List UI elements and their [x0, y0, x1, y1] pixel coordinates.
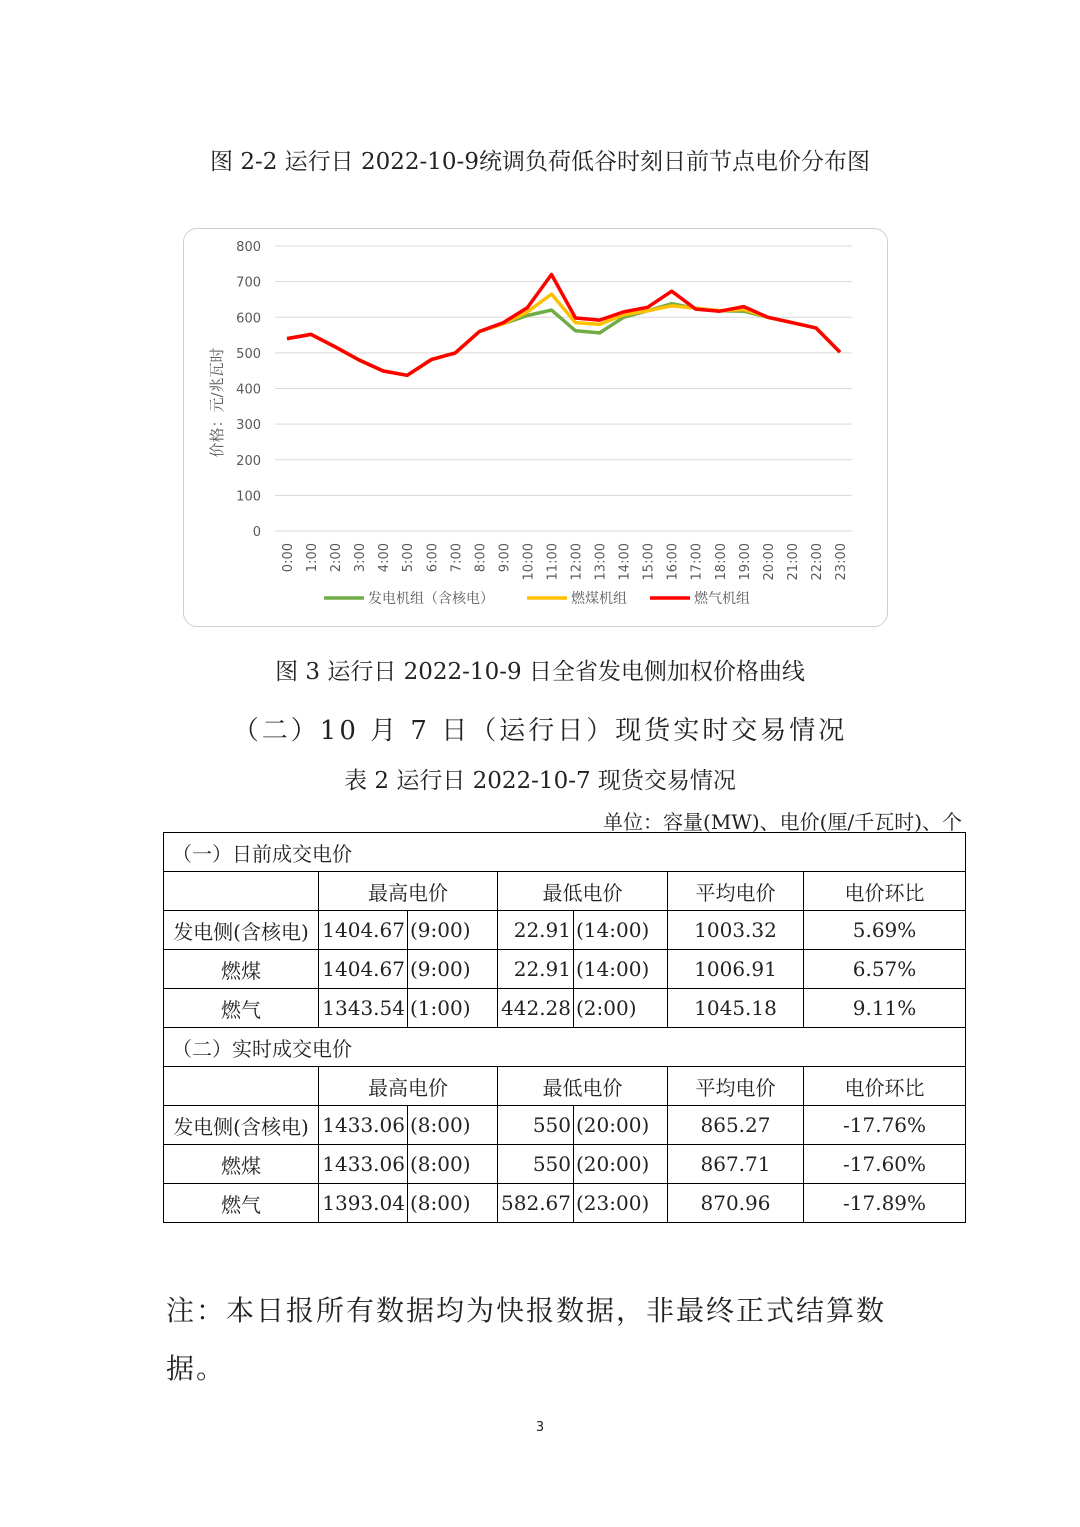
max-price: 1393.04 — [319, 1184, 408, 1223]
max-price: 1433.06 — [319, 1106, 408, 1145]
min-price: 442.28 — [498, 989, 574, 1028]
max-price: 1404.67 — [319, 911, 408, 950]
x-tick-label: 16:00 — [665, 543, 681, 581]
chart-svg — [184, 229, 887, 626]
x-tick-label: 6:00 — [425, 543, 441, 573]
x-tick-label: 23:00 — [833, 543, 849, 581]
row-name: 燃气 — [164, 1184, 319, 1223]
note-line-1: 注：本日报所有数据均为快报数据，非最终正式结算数 — [166, 1294, 887, 1327]
x-tick-label: 3:00 — [353, 543, 369, 573]
max-price-time: (8:00) — [408, 1106, 498, 1145]
header-cell-avg: 平均电价 — [668, 872, 804, 911]
price-ratio: -17.89% — [804, 1184, 966, 1223]
price-ratio: -17.76% — [804, 1106, 966, 1145]
row-name: 燃气 — [164, 989, 319, 1028]
min-price-time: (2:00) — [574, 989, 668, 1028]
x-tick-label: 8:00 — [473, 543, 489, 573]
table-row — [164, 1184, 966, 1223]
figure-caption-top: 图 2-2 运行日 2022-10-9统调负荷低谷时刻日前节点电价分布图 — [210, 149, 870, 175]
page-number: 3 — [535, 1420, 545, 1435]
table-section-row — [164, 1028, 966, 1067]
header-cell-ratio: 电价环比 — [804, 1067, 966, 1106]
table-caption: 表 2 运行日 2022-10-7 现货交易情况 — [344, 768, 736, 794]
table-row — [164, 911, 966, 950]
min-price-time: (14:00) — [574, 911, 668, 950]
x-tick-label: 18:00 — [713, 543, 729, 581]
x-tick-label: 13:00 — [593, 543, 609, 581]
x-tick-label: 5:00 — [401, 543, 417, 573]
note-line-2: 据。 — [166, 1352, 227, 1385]
header-cell-min: 最低电价 — [498, 872, 668, 911]
min-price-time: (23:00) — [574, 1184, 668, 1223]
price-ratio: 5.69% — [804, 911, 966, 950]
max-price-time: (8:00) — [408, 1184, 498, 1223]
x-tick-label: 22:00 — [809, 543, 825, 581]
table-row — [164, 1145, 966, 1184]
y-tick-label: 800 — [236, 240, 261, 255]
section-heading: （二）10 月 7 日（运行日）现货实时交易情况 — [232, 716, 848, 746]
y-tick-label: 0 — [252, 525, 261, 540]
max-price: 1404.67 — [319, 950, 408, 989]
avg-price: 865.27 — [668, 1106, 804, 1145]
y-tick-label: 600 — [236, 311, 261, 327]
y-axis-label: 价格：元/兆瓦时 — [208, 347, 226, 458]
price-ratio: -17.60% — [804, 1145, 966, 1184]
price-ratio: 6.57% — [804, 950, 966, 989]
avg-price: 1006.91 — [668, 950, 804, 989]
trade-table — [163, 832, 966, 1223]
x-tick-label: 20:00 — [761, 543, 777, 581]
header-cell-max: 最高电价 — [319, 1067, 498, 1106]
avg-price: 1003.32 — [668, 911, 804, 950]
section-day-ahead: （一）日前成交电价 — [164, 833, 966, 872]
y-tick-label: 200 — [236, 453, 261, 469]
x-tick-label: 14:00 — [617, 543, 633, 581]
table-header-row — [164, 1067, 966, 1106]
table-header-row — [164, 872, 966, 911]
section-real-time: （二）实时成交电价 — [164, 1028, 966, 1067]
min-price: 550 — [498, 1145, 574, 1184]
x-tick-label: 1:00 — [305, 543, 321, 573]
table-row — [164, 989, 966, 1028]
header-cell-empty — [164, 872, 319, 911]
y-tick-label: 400 — [236, 382, 261, 398]
header-cell-min: 最低电价 — [498, 1067, 668, 1106]
min-price-time: (20:00) — [574, 1106, 668, 1145]
table-row — [164, 1106, 966, 1145]
row-name: 燃煤 — [164, 950, 319, 989]
table-row — [164, 950, 966, 989]
avg-price: 867.71 — [668, 1145, 804, 1184]
x-tick-label: 0:00 — [281, 543, 297, 573]
max-price: 1343.54 — [319, 989, 408, 1028]
min-price: 22.91 — [498, 911, 574, 950]
x-tick-label: 11:00 — [545, 543, 561, 581]
x-tick-label: 12:00 — [569, 543, 585, 581]
header-cell-max: 最高电价 — [319, 872, 498, 911]
table-section-row — [164, 833, 966, 872]
row-name: 燃煤 — [164, 1145, 319, 1184]
header-cell-empty — [164, 1067, 319, 1106]
y-tick-label: 500 — [236, 346, 261, 362]
max-price-time: (9:00) — [408, 911, 498, 950]
max-price-time: (8:00) — [408, 1145, 498, 1184]
legend-label-0: 发电机组（含核电） — [368, 591, 494, 607]
y-tick-label: 300 — [236, 418, 261, 434]
x-tick-label: 19:00 — [737, 543, 753, 581]
max-price: 1433.06 — [319, 1145, 408, 1184]
header-cell-ratio: 电价环比 — [804, 872, 966, 911]
x-tick-label: 21:00 — [785, 543, 801, 581]
figure-caption-bottom: 图 3 运行日 2022-10-9 日全省发电侧加权价格曲线 — [275, 659, 805, 685]
avg-price: 1045.18 — [668, 989, 804, 1028]
min-price-time: (20:00) — [574, 1145, 668, 1184]
x-tick-label: 9:00 — [497, 543, 513, 573]
header-cell-avg: 平均电价 — [668, 1067, 804, 1106]
unit-note: 单位：容量(MW)、电价(厘/千瓦时)、个 — [603, 810, 962, 834]
y-tick-label: 100 — [236, 489, 261, 505]
max-price-time: (9:00) — [408, 950, 498, 989]
series-line-2 — [287, 275, 840, 376]
avg-price: 870.96 — [668, 1184, 804, 1223]
min-price: 582.67 — [498, 1184, 574, 1223]
legend-label-2: 燃气机组 — [694, 591, 750, 607]
price-line-chart — [183, 228, 888, 627]
x-tick-label: 10:00 — [521, 543, 537, 581]
x-tick-label: 7:00 — [449, 543, 465, 573]
price-ratio: 9.11% — [804, 989, 966, 1028]
y-tick-label: 700 — [236, 275, 261, 291]
x-tick-label: 4:00 — [377, 543, 393, 573]
x-tick-label: 2:00 — [329, 543, 345, 573]
min-price: 550 — [498, 1106, 574, 1145]
min-price: 22.91 — [498, 950, 574, 989]
x-tick-label: 15:00 — [641, 543, 657, 581]
min-price-time: (14:00) — [574, 950, 668, 989]
x-tick-label: 17:00 — [689, 543, 705, 581]
legend-label-1: 燃煤机组 — [571, 591, 627, 607]
row-name: 发电侧(含核电) — [164, 911, 319, 950]
row-name: 发电侧(含核电) — [164, 1106, 319, 1145]
max-price-time: (1:00) — [408, 989, 498, 1028]
